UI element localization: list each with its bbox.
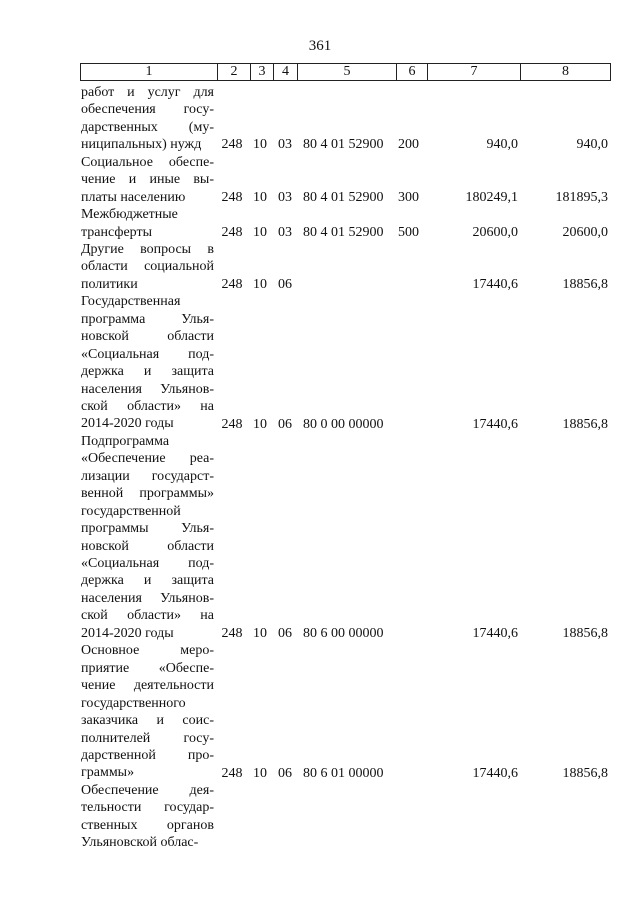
row-description	[81, 154, 214, 206]
target-article-cell: 80 6 01 00000	[303, 765, 384, 781]
admin-code-cell: 248	[221, 416, 243, 432]
description-line: чение деятельности	[81, 678, 214, 694]
description-line: Социальное обеспе-	[81, 154, 214, 170]
description-line: венной программы»	[81, 486, 214, 502]
description-line: держка и защита	[81, 364, 214, 380]
description-line: «Обеспечение реа-	[81, 451, 214, 467]
description-line: Основное меро-	[81, 643, 214, 659]
subsection-cell: 06	[278, 416, 292, 432]
subsection-cell: 06	[278, 625, 292, 641]
table-body	[0, 84, 640, 852]
table-row	[0, 433, 640, 642]
target-article-cell: 80 4 01 52900	[303, 189, 384, 205]
description-line: чение и иные вы-	[81, 172, 214, 188]
admin-code-cell: 248	[221, 625, 243, 641]
subsection-cell	[273, 834, 297, 851]
description-line: программы Улья-	[81, 521, 214, 537]
description-line: граммы»	[81, 765, 135, 781]
row-description	[81, 241, 214, 293]
description-line: Межбюджетные	[81, 207, 178, 223]
admin-code-cell: 248	[221, 224, 243, 240]
row-description	[81, 84, 214, 154]
expense-type-cell: 500	[398, 224, 419, 240]
amount-year2-cell: 181895,3	[555, 189, 608, 205]
amount-year1-cell: 180249,1	[465, 189, 518, 205]
expense-type-cell	[398, 276, 428, 293]
target-article-cell	[303, 834, 393, 851]
description-line: населения Ульянов-	[81, 381, 214, 397]
admin-code-cell: 248	[221, 189, 243, 205]
expense-type-cell	[398, 834, 428, 851]
description-line: Подпрограмма	[81, 433, 170, 449]
amount-year1-cell: 940,0	[486, 137, 518, 153]
amount-year2-cell: 18856,8	[562, 765, 608, 781]
amount-year2-cell: 18856,8	[562, 276, 608, 292]
description-line: работ и услуг для	[81, 85, 214, 100]
description-line: «Социальная под-	[81, 346, 214, 362]
section-cell: 10	[253, 137, 267, 153]
target-article-cell	[303, 276, 393, 293]
table-row	[0, 206, 640, 241]
amount-year2-cell: 18856,8	[562, 625, 608, 641]
amount-year2-cell: 20600,0	[562, 224, 608, 240]
header-col-1: 1	[145, 64, 153, 79]
description-line: новской области	[81, 329, 214, 345]
table-row	[0, 782, 640, 852]
description-line: ственных органов	[81, 817, 214, 833]
description-line: держка и защита	[81, 573, 214, 589]
description-line: обеспечения госу-	[81, 102, 214, 118]
header-col-6: 6	[408, 64, 416, 79]
expense-type-cell: 200	[398, 137, 419, 153]
admin-code-cell: 248	[221, 276, 243, 292]
subsection-cell: 03	[278, 189, 292, 205]
table-row	[0, 293, 640, 433]
amount-year2-cell	[520, 834, 608, 851]
header-col-3: 3	[258, 64, 266, 79]
target-article-cell: 80 0 00 00000	[303, 416, 384, 432]
section-cell	[250, 834, 270, 851]
row-description	[81, 293, 214, 433]
page-number: 361	[308, 38, 332, 54]
header-col-7: 7	[470, 64, 478, 79]
header-col-2: 2	[230, 64, 238, 79]
description-line: полнителей госу-	[81, 730, 214, 746]
table-header	[80, 63, 611, 81]
header-col-5: 5	[343, 64, 351, 79]
header-col-8: 8	[562, 64, 569, 79]
expense-type-cell	[398, 765, 428, 782]
description-line: тельности государ-	[81, 800, 214, 816]
row-description	[81, 206, 214, 241]
description-line: заказчика и соис-	[81, 713, 214, 729]
subsection-cell: 03	[278, 137, 292, 153]
description-line: лизации государст-	[81, 468, 214, 484]
description-line: Другие вопросы в	[81, 242, 214, 258]
target-article-cell: 80 4 01 52900	[303, 137, 384, 153]
amount-year2-cell: 18856,8	[562, 416, 608, 432]
description-line: «Социальная под-	[81, 556, 214, 572]
table-row	[0, 241, 640, 293]
table-row	[0, 154, 640, 206]
admin-code-cell: 248	[221, 137, 243, 153]
description-line: 2014-2020 годы	[81, 625, 174, 641]
amount-year1-cell: 17440,6	[472, 416, 518, 432]
amount-year1-cell: 17440,6	[472, 625, 518, 641]
expense-type-cell	[398, 625, 428, 642]
description-line: трансферты	[81, 224, 153, 240]
amount-year2-cell: 940,0	[576, 137, 608, 153]
description-line: области социальной	[81, 259, 214, 275]
section-cell: 10	[253, 276, 267, 292]
subsection-cell: 03	[278, 224, 292, 240]
subsection-cell: 06	[278, 765, 292, 781]
description-line: дарственной про-	[81, 747, 214, 763]
table-row	[0, 84, 640, 154]
description-line: государственного	[81, 695, 186, 711]
amount-year1-cell: 17440,6	[472, 276, 518, 292]
target-article-cell: 80 4 01 52900	[303, 224, 384, 240]
description-line: населения Ульянов-	[81, 590, 214, 606]
description-line: ниципальных) нужд	[81, 137, 202, 153]
expense-type-cell: 300	[398, 189, 419, 205]
description-line: ской области» на	[81, 399, 214, 414]
section-cell: 10	[253, 625, 267, 641]
description-line: платы населению	[81, 189, 186, 205]
description-line: Обеспечение дея-	[81, 782, 214, 798]
description-line: 2014-2020 годы	[81, 416, 174, 432]
section-cell: 10	[253, 416, 267, 432]
description-line: новской области	[81, 538, 214, 554]
amount-year1-cell: 17440,6	[472, 765, 518, 781]
target-article-cell: 80 6 00 00000	[303, 625, 384, 641]
section-cell: 10	[253, 224, 267, 240]
description-line: ской области» на	[81, 608, 214, 624]
header-col-4: 4	[282, 64, 289, 79]
admin-code-cell	[217, 834, 247, 851]
admin-code-cell: 248	[221, 765, 243, 781]
row-description	[81, 782, 214, 852]
description-line: программа Улья-	[81, 311, 214, 327]
amount-year1-cell	[428, 834, 518, 851]
row-description	[81, 433, 214, 642]
section-cell: 10	[253, 765, 267, 781]
amount-year1-cell: 20600,0	[472, 224, 518, 240]
description-line: Государственная	[81, 294, 181, 310]
description-line: приятие «Обеспе-	[81, 660, 214, 676]
description-line: государственной	[81, 503, 181, 519]
description-line: политики	[81, 276, 138, 292]
section-cell: 10	[253, 189, 267, 205]
subsection-cell: 06	[278, 276, 292, 292]
description-line: Ульяновской облас-	[81, 835, 199, 851]
description-line: дарственных (му-	[81, 119, 214, 135]
expense-type-cell	[398, 416, 428, 433]
table-row	[0, 642, 640, 782]
row-description	[81, 642, 214, 782]
